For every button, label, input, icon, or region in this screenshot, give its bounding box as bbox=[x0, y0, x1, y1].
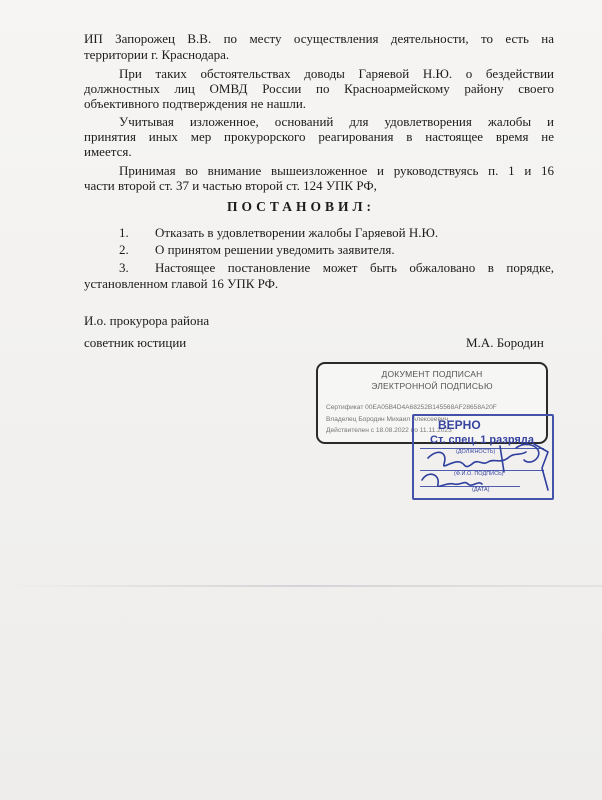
esig-owner: Владелец Бородин Михаил Алексеевич bbox=[326, 416, 449, 423]
resolution-1-number: 1. bbox=[119, 225, 129, 240]
resolution-3-number: 3. bbox=[119, 260, 129, 275]
esig-title-line2: ЭЛЕКТРОННОЙ ПОДПИСЬЮ bbox=[371, 381, 493, 391]
para3-line3: имеется. bbox=[84, 144, 132, 159]
esig-validity: Действителен с 18.08.2022 по 11.11.2023 bbox=[326, 427, 452, 434]
resolution-2-number: 2. bbox=[119, 242, 129, 257]
para2-line3: объективного подтверждения не нашли. bbox=[84, 96, 307, 111]
position-caption: (ДОЛЖНОСТЬ) bbox=[456, 449, 496, 455]
para4-line1: Принимая во внимание вышеизложенное и руководствуясь п. 1 и 16 bbox=[119, 163, 554, 178]
para2-line2: должностных лиц ОМВД России по Красноармейскому району своего bbox=[84, 81, 554, 96]
date-caption: (ДАТА) bbox=[472, 487, 490, 493]
paper-fold bbox=[0, 585, 602, 587]
esig-title-line1: ДОКУМЕНТ ПОДПИСАН bbox=[381, 369, 483, 379]
para1-line1: ИП Запорожец В.В. по месту осуществления деятельности, то есть на bbox=[84, 31, 554, 46]
signatory-name: М.А. Бородин bbox=[466, 335, 544, 350]
resolution-2-text: О принятом решении уведомить заявителя. bbox=[155, 242, 395, 257]
verification-title: ВЕРНО bbox=[438, 418, 481, 432]
resolution-1-text: Отказать в удовлетворении жалобы Гаряевой Н.Ю. bbox=[155, 225, 439, 240]
resolution-3-text: Настоящее постановление может быть обжаловано в порядке, bbox=[155, 260, 554, 275]
para3-line1: Учитывая изложенное, оснований для удовлетворения жалобы и bbox=[119, 114, 554, 129]
para1-line2: территории г. Краснодара. bbox=[84, 47, 230, 62]
handwritten-signature bbox=[408, 438, 578, 518]
decision-heading: ПОСТАНОВИЛ: bbox=[226, 199, 376, 214]
signatory-rank: советник юстиции bbox=[84, 335, 187, 350]
verification-position: Ст. спец. 1 разряда bbox=[430, 434, 534, 446]
signature-caption: (Ф.И.О. ПОДПИСЬ) bbox=[454, 471, 504, 477]
para3-line2: принятия иных мер прокурорского реагирования в настоящее время не bbox=[84, 129, 554, 144]
para4-line2: части второй ст. 37 и частью второй ст. 124 УПК РФ, bbox=[84, 178, 377, 193]
resolution-3-continuation: установленном главой 16 УПК РФ. bbox=[84, 276, 279, 291]
signatory-position: И.о. прокурора района bbox=[84, 313, 210, 328]
para2-line1: При таких обстоятельствах доводы Гаряевой Н.Ю. о бездействии bbox=[119, 66, 554, 81]
esig-certificate: Сертификат 00EA05B4D4A68252B145568AF28658A20F bbox=[326, 404, 497, 411]
